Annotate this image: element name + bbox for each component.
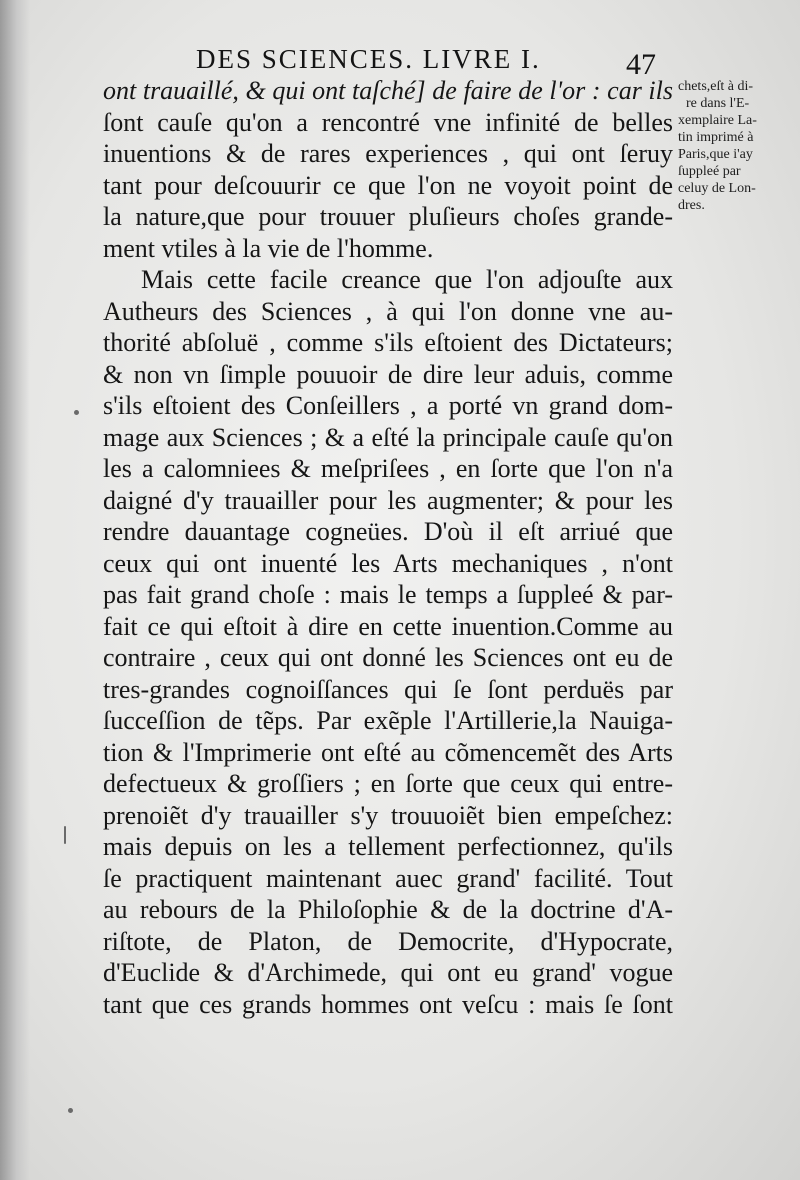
text-line: mais depuis on les a tellement perfectionnez, qu'ils — [103, 832, 673, 861]
text-line: ment vtiles à la vie de l'homme. — [103, 233, 434, 263]
text-line: thorité abſoluë , comme s'ils eſtoient des Dictateurs; — [103, 328, 673, 357]
text-line: les a calomniees & meſpriſees , en ſorte que l'on n'a — [103, 454, 673, 483]
marginal-note — [678, 78, 794, 214]
text-line: Mais cette facile creance que l'on adjouſte aux — [141, 265, 673, 294]
text-line: ceux qui ont inuenté les Arts mechaniques , n'ont — [103, 548, 673, 578]
text-line: ſe practiquent maintenant auec grand' facilité. Tout — [103, 863, 673, 893]
text-line: ſucceſſion de tẽps. Par exẽple l'Artillerie,la Nauiga- — [103, 706, 673, 735]
text-line: pas fait grand choſe : mais le temps a ſuppleé & par- — [103, 580, 673, 609]
marginal-note-line: re dans l'E- — [686, 96, 750, 111]
binding-gutter-shadow — [0, 0, 30, 1180]
text-line: la nature,que pour trouuer pluſieurs choſes grande- — [103, 202, 673, 231]
marginal-note-line: Paris,que i'ay — [678, 147, 753, 162]
text-line: ont trauaillé, & qui ont taſché] de faire de l'or : car ils — [103, 76, 673, 105]
text-line: contraire , ceux qui ont donné les Sciences ont eu de — [103, 643, 673, 672]
text-line: rendre dauantage cogneües. D'où il eſt arriué que — [103, 517, 673, 546]
text-line: tres-grandes cognoiſſances qui ſe ſont perduës par — [103, 674, 673, 704]
text-line: tant pour deſcouurir ce que l'on ne voyoit point de — [103, 170, 673, 200]
text-line: prenoiẽt d'y trauailler s'y trouuoiẽt bien empeſchez: — [103, 800, 673, 830]
text-line: tion & l'Imprimerie ont eſté au cõmencemẽt des Arts — [103, 737, 673, 767]
page-number: 47 — [626, 48, 656, 81]
marginal-note-line: xemplaire La- — [678, 113, 757, 128]
running-title: DES SCIENCES. LIVRE I. — [196, 44, 541, 74]
text-line: riſtote, de Platon, de Democrite, d'Hypocrate, — [103, 926, 673, 956]
text-line: d'Euclide & d'Archimede, qui ont eu grand' vogue — [103, 958, 673, 987]
text-line: mage aux Sciences ; & a eſté la principale cauſe qu'on — [103, 422, 673, 452]
main-text-block — [103, 75, 673, 1020]
marginal-note-line: tin imprimé à — [678, 130, 754, 145]
text-line: s'ils eſtoient des Conſeillers , a porté vn grand dom- — [103, 391, 673, 420]
text-line: fait ce qui eſtoit à dire en cette inuention.Comme au — [103, 611, 673, 641]
text-line: inuentions & de rares experiences , qui ont ſeruy — [103, 139, 673, 168]
marginal-note-line: celuy de Lon- — [678, 181, 756, 196]
ink-speck — [74, 410, 79, 415]
text-line: defectueux & groſſiers ; en ſorte que ceux qui entre- — [103, 769, 673, 798]
text-line: tant que ces grands hommes ont veſcu : mais ſe ſont — [103, 989, 673, 1019]
marginal-note-line: ſuppleé par — [678, 164, 741, 179]
text-line: Autheurs des Sciences , à qui l'on donne vne au- — [103, 296, 673, 326]
ink-speck — [68, 1108, 73, 1113]
ink-speck — [64, 826, 66, 844]
marginal-note-line: chets,eſt à di- — [678, 79, 754, 94]
text-line: au rebours de la Philoſophie & de la doctrine d'A- — [103, 895, 673, 924]
text-line: & non vn ſimple pouuoir de dire leur aduis, comme — [103, 359, 673, 389]
text-line: daigné d'y trauailler pour les augmenter; & pour les — [103, 485, 673, 515]
marginal-note-line: dres. — [678, 198, 705, 213]
text-line: ſont cauſe qu'on a rencontré vne infinité de belles — [103, 107, 673, 137]
